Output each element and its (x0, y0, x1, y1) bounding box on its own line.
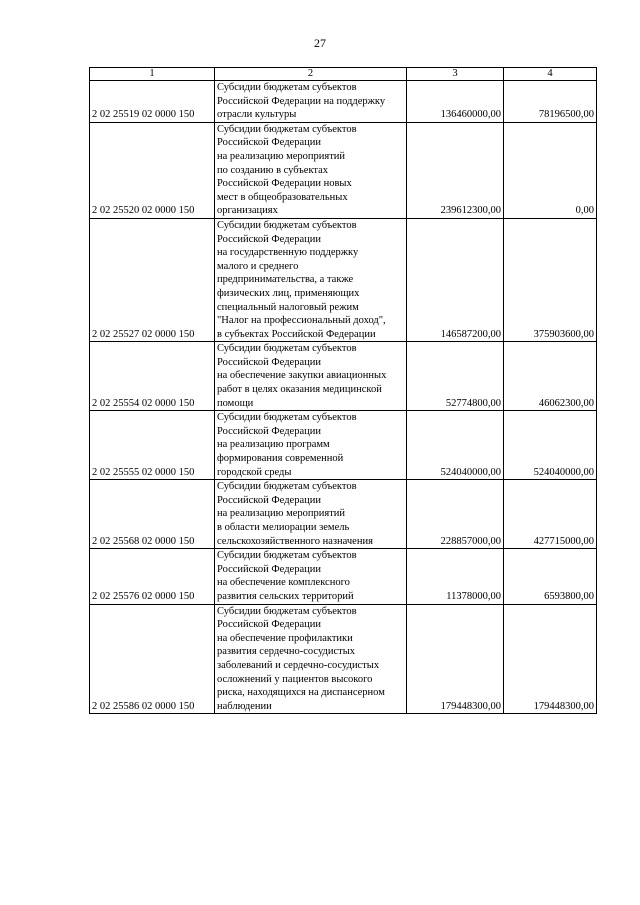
subsidy-name-line: заболеваний и сердечно-сосудистых (217, 659, 380, 671)
budget-code: 2 02 25555 02 0000 150 (90, 411, 215, 480)
subsidy-name-line: в области мелиорации земель (217, 522, 350, 533)
amount-column-3: 52774800,00 (407, 342, 504, 411)
subsidy-name-line: на обеспечение профилактики (217, 632, 353, 644)
subsidy-name-line: развития сердечно-сосудистых (217, 646, 356, 658)
budget-code: 2 02 25554 02 0000 150 (90, 342, 215, 411)
subsidy-name-line: сельскохозяйственного назначения (217, 535, 373, 547)
subsidy-name-line: Субсидии бюджетам субъектов (217, 343, 357, 355)
subsidy-name-line: развития сельских территорий (217, 590, 354, 602)
budget-table (89, 67, 597, 714)
amount-column-4: 375903600,00 (504, 218, 597, 341)
amount-column-4: 78196500,00 (504, 81, 597, 123)
amount-column-4: 427715000,00 (504, 480, 597, 549)
budget-code: 2 02 25519 02 0000 150 (90, 81, 215, 123)
subsidy-name-line: "Налог на профессиональный доход", (217, 315, 386, 327)
table-row (90, 81, 597, 123)
amount-column-4: 0,00 (504, 122, 597, 218)
table-body (90, 81, 597, 714)
subsidy-name-line: физических лиц, применяющих (217, 287, 360, 299)
subsidy-name-line: предпринимательства, а также (217, 274, 354, 286)
subsidy-name-line: формирования современной (217, 453, 344, 465)
subsidy-name-line: городской среды (217, 466, 292, 478)
subsidy-name (215, 122, 407, 218)
amount-column-4: 524040000,00 (504, 411, 597, 480)
subsidy-name-line: на реализацию мероприятий (217, 150, 346, 162)
column-header: 3 (407, 68, 504, 81)
amount-column-4: 46062300,00 (504, 342, 597, 411)
column-header: 2 (215, 68, 407, 81)
budget-code: 2 02 25576 02 0000 150 (90, 549, 215, 604)
subsidy-name-line: Субсидии бюджетам субъектов (217, 481, 357, 493)
subsidy-name-line: Российской Федерации (217, 137, 321, 149)
budget-code: 2 02 25586 02 0000 150 (90, 604, 215, 714)
subsidy-name-line: осложнений у пациентов высокого (217, 673, 373, 685)
amount-column-3: 146587200,00 (407, 218, 504, 341)
amount-column-3: 239612300,00 (407, 122, 504, 218)
budget-code: 2 02 25568 02 0000 150 (90, 480, 215, 549)
header-row (90, 68, 597, 81)
subsidy-name (215, 342, 407, 411)
budget-code: 2 02 25527 02 0000 150 (90, 218, 215, 341)
column-header: 1 (90, 68, 215, 81)
subsidy-name-line: наблюдении (217, 700, 272, 712)
subsidy-name-line: Субсидии бюджетам субъектов (217, 605, 357, 617)
table-row (90, 342, 597, 411)
subsidy-name-line: работ в целях оказания медицинской (217, 384, 382, 396)
subsidy-name-line: Субсидии бюджетам субъектов (217, 123, 357, 135)
subsidy-name-line: Российской Федерации (217, 425, 321, 437)
subsidy-name (215, 218, 407, 341)
subsidy-name-line: Субсидии бюджетам субъектов (217, 550, 357, 562)
subsidy-name-line: в субъектах Российской Федерации (217, 328, 376, 340)
budget-code: 2 02 25520 02 0000 150 (90, 122, 215, 218)
subsidy-name-line: Субсидии бюджетам субъектов (217, 82, 357, 93)
subsidy-name-line: на обеспечение комплексного (217, 577, 350, 589)
subsidy-name-line: мест в общеобразовательных (217, 191, 348, 203)
amount-column-3: 228857000,00 (407, 480, 504, 549)
amount-column-3: 179448300,00 (407, 604, 504, 714)
page-number: 27 (314, 36, 326, 50)
subsidy-name-line: Российской Федерации (217, 494, 321, 506)
table-row (90, 122, 597, 218)
subsidy-name-line: Субсидии бюджетам субъектов (217, 412, 357, 424)
subsidy-name-line: отрасли культуры (217, 109, 297, 121)
amount-column-3: 524040000,00 (407, 411, 504, 480)
subsidy-name (215, 480, 407, 549)
subsidy-name-line: Российской Федерации (217, 356, 321, 368)
table-row (90, 218, 597, 341)
amount-column-4: 179448300,00 (504, 604, 597, 714)
subsidy-name-line: помощи (217, 397, 254, 409)
subsidy-name (215, 81, 407, 123)
subsidy-name-line: организациях (217, 205, 278, 217)
subsidy-name-line: Российской Федерации (217, 619, 321, 631)
subsidy-name (215, 411, 407, 480)
subsidy-name-line: на обеспечение закупки авиационных (217, 370, 387, 382)
subsidy-name-line: специальный налоговый режим (217, 301, 359, 313)
subsidy-name-line: Субсидии бюджетам субъектов (217, 219, 357, 231)
amount-column-3: 136460000,00 (407, 81, 504, 123)
subsidy-name (215, 604, 407, 714)
amount-column-3: 11378000,00 (407, 549, 504, 604)
subsidy-name-line: Российской Федерации новых (217, 178, 352, 190)
subsidy-name-line: риска, находящихся на диспансерном (217, 687, 385, 699)
subsidy-name (215, 549, 407, 604)
subsidy-name-line: на государственную поддержку (217, 247, 359, 259)
subsidy-name-line: малого и среднего (217, 260, 299, 272)
table-row (90, 480, 597, 549)
subsidy-name-line: по созданию в субъектах (217, 164, 329, 176)
subsidy-name-line: Российской Федерации на поддержку (217, 95, 386, 107)
table-row (90, 411, 597, 480)
subsidy-name-line: Российской Федерации (217, 563, 321, 575)
subsidy-name-line: на реализацию программ (217, 439, 330, 451)
table-row (90, 604, 597, 714)
column-header: 4 (504, 68, 597, 81)
amount-column-4: 6593800,00 (504, 549, 597, 604)
subsidy-name-line: на реализацию мероприятий (217, 508, 346, 520)
subsidy-name-line: Российской Федерации (217, 233, 321, 245)
table-row (90, 549, 597, 604)
